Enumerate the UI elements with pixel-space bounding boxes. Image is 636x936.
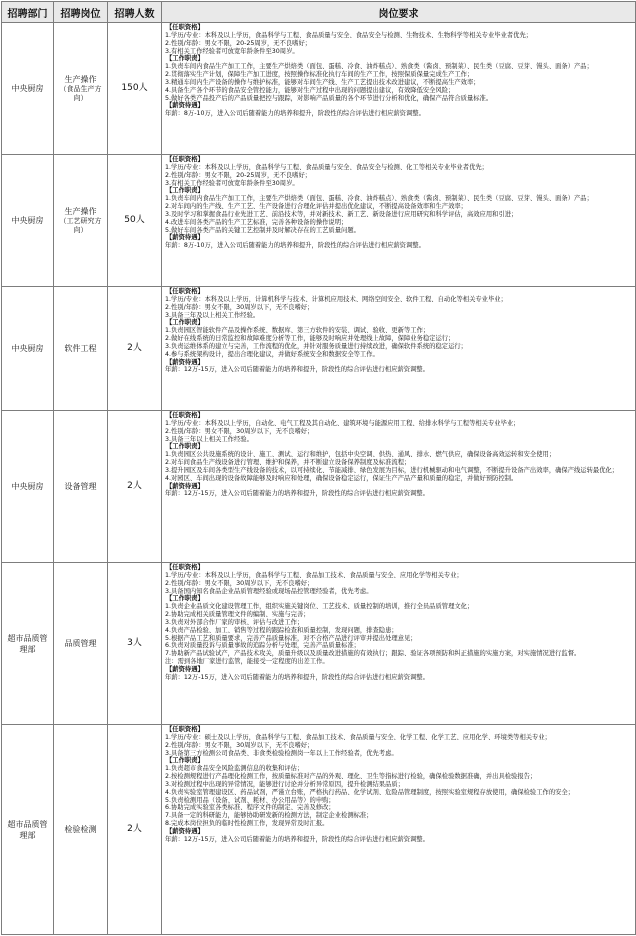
dept-cell: 中央厨房 [2,23,54,155]
requirement-line: 1.学历/专业：本科及以上学历，食品科学与工程、食品质量与安全、食品安全与检测、化工等相关专业毕业者优先； [165,163,488,171]
requirement-line: 6.协助完成实验室各类标准、程序文件的制定、完善及修改； [165,804,335,812]
requirement-line: 1.学历/专业：硕士及以上学历，食品科学与工程、食品加工技术、食品质量与安全、化学工程、化学工艺、应用化学、环境类等相关专业； [165,733,551,741]
requirement-line: 4.对园区、车间出现的设备故障能够及时响应和处理，确保设备稳定运行，保证生产产品产量和质量的稳定，并做好预防控制。 [165,474,518,482]
requirement-line: 注：需到各地厂家进行监管，能接受一定程度的出差工作。 [165,658,329,666]
count-cell: 2人 [108,287,162,411]
section-title: 【工作职责】 [166,443,204,451]
table-row [2,155,636,287]
table-row [2,563,636,725]
section-title: 【工作职责】 [166,187,204,195]
table-row [2,725,636,935]
count-cell: 2人 [108,411,162,563]
header-position: 招聘岗位 [54,2,108,23]
requirements-cell [162,725,636,935]
section-title: 【薪资待遇】 [166,358,204,366]
count-cell: 3人 [108,563,162,725]
requirement-line: 3.提升园区及车间各类型生产线设备的技术，以可持续化、节能减排、绿色发展为目标，进行机械驱动和电气调整，不断提升设备产出效率，确保产线运转最优化； [165,466,619,474]
section-title: 【任职资格】 [166,156,204,163]
requirement-line: 2.对车间内的生产线、生产工艺、生产设备进行合理化评估并提出优化建议，不断提高设备效率和生产效率； [165,203,467,211]
section-title: 【任职资格】 [166,564,204,571]
requirement-line: 2.按检测规程进行产品理化检测工作，按质量标准对产品的外观、理化、卫生等指标进行检验，确保检验数据准确，并出具检验报告； [165,773,537,781]
header-requirements: 岗位要求 [162,2,636,23]
dept-cell: 中央厨房 [2,155,54,287]
count-cell: 2人 [108,725,162,935]
requirement-line: 年薪：12万-15万，进入公司后随着能力的培养和提升，阶段性的综合评估进行相应薪资调整。 [165,835,429,843]
requirement-line: 3.负责对外部合作厂家的审核、评估与改进工作； [165,618,304,626]
position-title: 生产操作 [64,207,97,216]
requirement-line: 2.性别/年龄：男女不限，30周岁以下，无不良嗜好； [165,741,314,749]
requirement-line: 1.负责车间内食品生产加工工作，主要生产烘焙类（面包、蛋糕、冷食、油炸糕点）、熟食类（酱卤、预制菜）、民生类（豆腐、豆芽、馒头、面条）产品； [165,195,593,203]
requirement-line: 2.性别/年龄：男女不限，30周岁以下，无不良嗜好； [165,579,314,587]
requirement-line: 4.改进车间各类产品的生产工艺标准，完善各种设备的操作说明； [165,218,348,226]
requirement-line: 3.有相关工作经验者可放宽年龄条件至30周岁。 [165,47,299,55]
requirement-line: 年薪：12万-15万，进入公司后随着能力的培养和提升，阶段性的综合评估进行相应薪资调整。 [165,490,429,498]
requirement-line: 3.精通车间内生产设备的操作与维护标准，能够对车间生产线、生产工艺提出技术改进建议，不断提高生产效率； [165,78,480,86]
requirement-line: 6.负责对质量投诉与质量事故的追踪分析与处理，完善产品质量标准； [165,642,360,650]
section-title: 【薪资待遇】 [166,827,204,835]
requirement-line: 4.具备生产各个环节的食品安全管控能力，能够对生产过程中出现的问题提出建议，有效降低安全风险； [165,86,455,94]
requirement-line: 3.对检测过程中出现的异常情况，能够进行讨论并分析异常原因，提升检测结果品质； [165,780,404,788]
requirement-line: 2.性别/年龄：男女不限，20-25周岁，无不良嗜好； [165,39,312,47]
requirement-line: 3.有相关工作经验者可放宽年龄条件至30周岁。 [165,179,299,187]
requirement-line: 2.性别/年龄：男女不限，30周岁以下，无不良嗜好； [165,303,314,311]
requirement-line: 1.学历/专业：本科及以上学历，食品科学与工程、食品加工技术、食品质量与安全、应用化学等相关专业； [165,571,463,579]
table-body [2,23,636,935]
table-header-row [2,2,636,23]
requirements-cell [162,155,636,287]
position-subtitle: （工艺研究方向） [59,217,102,234]
section-title: 【工作职责】 [166,595,204,603]
requirement-line: 1.负责园区公共设施系统的设计、施工、测试、运行和维护，包括中央空调、供热、通风、排水、燃气供应，确保设备高效运转和安全使用； [165,451,556,459]
table-row [2,23,636,155]
requirement-line: 年薪：8万-10万，进入公司后随着能力的培养和提升，阶段性的综合评估进行相应薪资调整。 [165,110,425,118]
position-cell [54,725,108,935]
requirement-line: 7.具备一定的科研能力，能够协助研发新的检测方法，制定企业检测标准； [165,812,373,820]
header-dept: 招聘部门 [2,2,54,23]
requirement-line: 2.对车间食品生产线设备进行管理、维护和保养，并不断建立设备保养制度及标准流程； [165,459,411,467]
requirement-line: 3.及时学习和掌握食品行业先进工艺、前沿技术等，并对新技术、新工艺、新设备进行应用研究和科学评估，高效应用和引进； [165,210,518,218]
requirement-line: 3.具备三年以上相关工作经验。 [165,435,253,443]
position-cell [54,563,108,725]
position-title: 设备管理 [64,482,97,491]
recruitment-table [1,1,636,935]
requirements-cell [162,411,636,563]
position-cell [54,155,108,287]
requirement-line: 年薪：8万-10万，进入公司后随着能力的培养和提升，阶段性的综合评估进行相应薪资调整。 [165,242,425,250]
requirement-line: 3.具备第三方检测公司食品类、非食类检验检测岗一年以上工作经验者，优先考虑。 [165,749,398,757]
requirement-line: 2.性别/年龄：男女不限，30周岁以下，无不良嗜好； [165,427,314,435]
section-title: 【薪资待遇】 [166,102,204,110]
table-row [2,287,636,411]
section-title: 【薪资待遇】 [166,665,204,673]
position-cell [54,287,108,411]
requirement-line: 2.贯彻落实生产计划，保障生产加工进度，按照操作标准化执行车间的生产工作，按照保质保量完成生产工作； [165,71,474,79]
requirements-cell [162,287,636,411]
position-title: 软件工程 [64,344,97,353]
section-title: 【工作职责】 [166,757,204,765]
requirement-line: 3.负责运维体系的建立与完善，工作流程的优化，并针对服务质量进行持续改进，确保软件系统的稳定运行； [165,342,467,350]
requirement-line: 5.做好车间各类产品的关键工艺控制并及时解决存在的工艺质量问题。 [165,226,360,234]
dept-cell: 中央厨房 [2,411,54,563]
requirement-line: 2.做好在线系统的日常监控和故障难度分析等工作，能够及时响应并处理线上故障，保障业务稳定运行； [165,335,455,343]
requirement-line: 1.负责超市食品安全风险监测信息的收集和评估； [165,765,304,773]
requirement-line: 1.学历/专业：本科及以上学历，食品科学与工程、食品质量与安全、食品安全与检测、生物技术、生物科学等相关专业毕业者优先； [165,31,533,39]
requirement-line: 5.根据产品工艺和质量要求，完善产品质量标准，对不合格产品进行评审并提出处理意见； [165,634,417,642]
header-count: 招聘人数 [108,2,162,23]
requirement-line: 3.具备国内知名食品企业品质管理经验或现场品控管理经验者，优先考虑。 [165,587,373,595]
requirement-line: 年薪：12万-15万，进入公司后随着能力的培养和提升，阶段性的综合评估进行相应薪资调整。 [165,673,429,681]
position-title: 品质管理 [64,639,97,648]
section-title: 【工作职责】 [166,55,204,63]
requirement-line: 3.具备三年及以上相关工作经验。 [165,311,260,319]
count-cell: 150人 [108,23,162,155]
requirement-line: 4.参与系统架构设计，提出合理化建议，并做好系统安全和数据安全等工作。 [165,350,379,358]
dept-cell: 超市品质管理部 [2,563,54,725]
section-title: 【任职资格】 [166,412,204,419]
position-subtitle: （食品生产方向） [59,85,102,102]
position-cell [54,411,108,563]
requirement-line: 8.完成本岗位担负的临时性检测工作，发现异常及时汇报。 [165,820,329,828]
dept-cell: 超市品质管理部 [2,725,54,935]
position-cell [54,23,108,155]
requirement-line: 1.负责园区智能软件产品及操作系统、数据库、第三方软件的安装、调试、验收、更新等工作； [165,327,430,335]
requirement-line: 1.学历/专业：本科及以上学历，计算机科学与技术、计算机应用技术、网络空间安全、软件工程、自动化等相关专业毕业； [165,295,507,303]
section-title: 【任职资格】 [166,24,204,31]
requirement-line: 1.负责车间内食品生产加工工作，主要生产烘焙类（面包、蛋糕、冷食、油炸糕点）、熟食类（酱卤、预制菜）、民生类（豆腐、豆芽、馒头、面条）产品； [165,63,593,71]
section-title: 【工作职责】 [166,319,204,327]
requirement-line: 5.负责检测用品（设备、试剂、耗材、办公用品等）的申购； [165,796,335,804]
requirements-cell [162,563,636,725]
table-row [2,411,636,563]
position-title: 检验检测 [64,825,97,834]
count-cell: 50人 [108,155,162,287]
section-title: 【薪资待遇】 [166,482,204,490]
section-title: 【任职资格】 [166,288,204,295]
position-title: 生产操作 [64,75,97,84]
section-title: 【任职资格】 [166,726,204,733]
requirement-line: 7.协助新产品试验试产，产品技术攻关，质量升级以及质量改进措施的有效执行；跟踪、验证各项预防和纠正措施的实施方案，对实施情况进行监督。 [165,650,581,658]
requirement-line: 2.协助完成相关质量管理文件的编制、实施与完善； [165,611,310,619]
requirements-cell [162,23,636,155]
section-title: 【薪资待遇】 [166,234,204,242]
requirement-line: 1.学历/专业：本科及以上学历，自动化、电气工程及其自动化、建筑环境与能源应用工程、给排水科学与工程等相关专业毕业； [165,419,520,427]
requirement-line: 1.负责企业品质文化建设管理工作，组织实施关键岗位、工艺技术、质量控制的培训，推行全员品质管理文化； [165,603,474,611]
requirement-line: 5.做好各类产品投产后的产品质量把控与跟踪，对影响产品质量的各个环节进行分析和优化，确保产品符合质量标准。 [165,94,493,102]
requirement-line: 2.性别/年龄：男女不限，20-25周岁，无不良嗜好； [165,171,312,179]
dept-cell: 中央厨房 [2,287,54,411]
requirement-line: 4.负责实验室管理建设区、药品试剂，严谨立台账，严格执行药品、化学试剂、危险品管理制度，按照实验室规程存放使用，确保检验工作的安全； [165,788,575,796]
requirement-line: 年薪：12万-15万，进入公司后随着能力的培养和提升，阶段性的综合评估进行相应薪资调整。 [165,366,429,374]
requirement-line: 4.负责产品检验、加工、销售等过程的跟踪检查和质量控制，发现问题，排查隐患； [165,626,398,634]
